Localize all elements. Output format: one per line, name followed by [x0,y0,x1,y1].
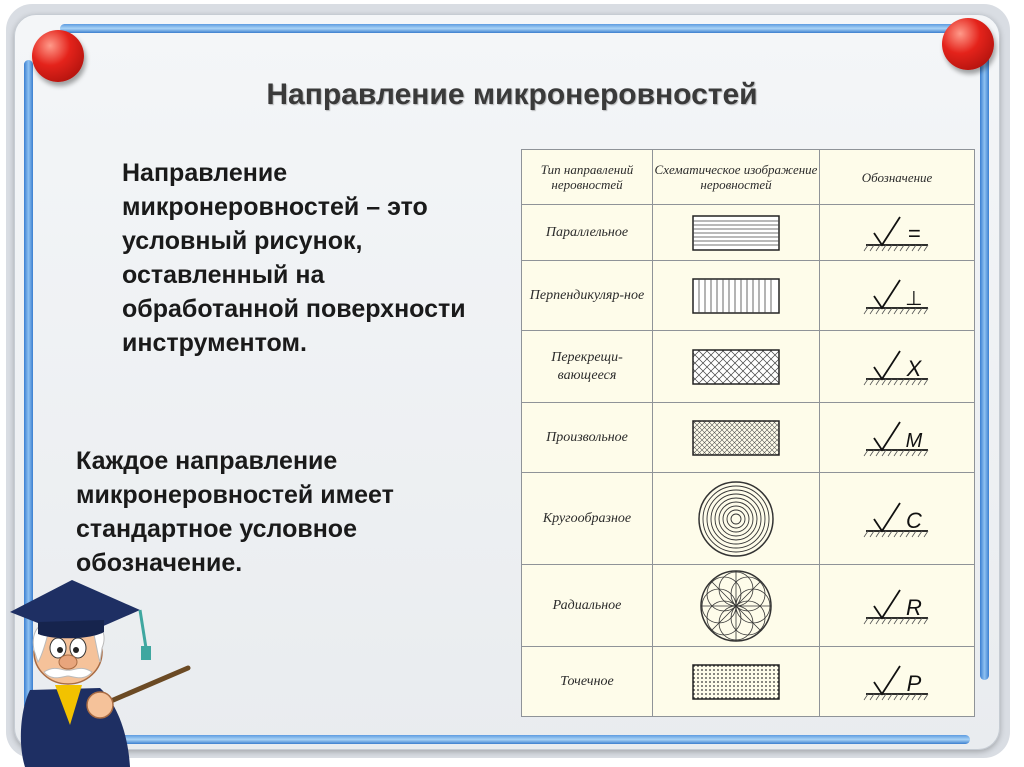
direction-type: Радиальное [522,565,653,647]
symbol-letter: = [907,220,921,246]
direction-type: Перпендикуляр-ное [522,261,653,331]
pattern-cell [653,647,820,717]
board-rail-bottom [100,735,970,744]
hand [87,692,113,718]
table-row [522,261,975,331]
crosshatch-pattern-icon [692,349,780,385]
pattern-cell [653,331,820,403]
table-row [522,473,975,565]
symbol-letter: X [906,355,922,381]
slide-title: Направление микронеровностей [266,78,758,111]
dots-pattern-icon [692,664,780,700]
pattern-cell [653,403,820,473]
symbol-cell [820,205,975,261]
definition-paragraph: Направление микронеровностей – это условный рисунок, оставленный на обработанной поверхности инструментом. [122,159,466,357]
perpendicular-lines-pattern-icon [692,278,780,314]
direction-type: Перекрещи-вающееся [522,331,653,403]
table-row [522,205,975,261]
pattern-cell [653,565,820,647]
header-schematic: Схематическое изображение неровностей [653,150,820,205]
symbol-letter: M [905,429,923,452]
roughness-sign-icon [862,662,932,702]
roughness-sign-icon [862,418,932,458]
symbol-letter: R [906,594,922,620]
roughness-sign-icon [862,499,932,539]
professor-mascot-icon [0,560,200,767]
roughness-direction-table [521,149,975,717]
symbol-cell [820,565,975,647]
symbol-cell [820,261,975,331]
moustache [44,668,92,677]
table-row [522,403,975,473]
table-row [522,331,975,403]
pattern-cell [653,261,820,331]
pattern-cell [653,473,820,565]
pushpin-icon [32,30,84,82]
symbol-cell [820,473,975,565]
symbol-letter: C [906,507,922,533]
table-row [522,647,975,717]
roughness-sign-icon [862,276,932,316]
header-type: Тип направлений неровностей [522,150,653,205]
concentric-circles-pattern-icon [691,480,781,558]
direction-type: Кругообразное [522,473,653,565]
board-rail-top [60,24,970,33]
direction-type: Точечное [522,647,653,717]
symbol-letter: P [906,670,922,696]
roughness-sign-icon [862,347,932,387]
direction-type: Параллельное [522,205,653,261]
table-header-row [522,150,975,205]
roughness-sign-icon [862,586,932,626]
symbol-cell [820,647,975,717]
standard-symbol-paragraph: Каждое направление микронеровностей имеет стандартное условное обозначение. [76,447,394,577]
header-designation: Обозначение [820,150,975,205]
roughness-sign-icon [862,213,932,253]
radial-pattern-icon [691,569,781,643]
pattern-cell [653,205,820,261]
board-rail-right [980,40,989,680]
direction-type: Произвольное [522,403,653,473]
symbol-cell [820,403,975,473]
symbol-cell [820,331,975,403]
random-pattern-icon [692,420,780,456]
table-row [522,565,975,647]
symbol-letter: ⊥ [905,285,923,310]
pushpin-icon [942,18,994,70]
parallel-lines-pattern-icon [692,215,780,251]
